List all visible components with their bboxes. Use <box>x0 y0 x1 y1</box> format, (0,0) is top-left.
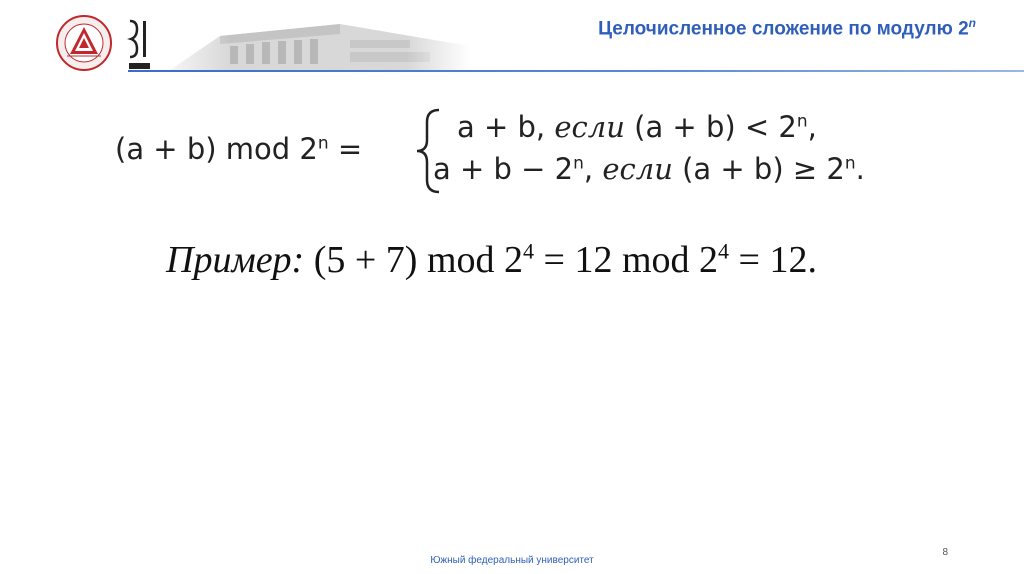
case2-exponent-2: n <box>844 153 856 174</box>
formula-case-2 <box>433 152 865 186</box>
slide-title <box>598 16 976 40</box>
formula-equals: = <box>328 132 363 166</box>
slide-header <box>0 0 1024 80</box>
header-divider <box>128 70 1024 73</box>
case1-exponent: n <box>796 111 808 132</box>
case2-exponent-1: n <box>573 153 584 174</box>
case2-end: . <box>855 152 865 186</box>
case1-condition-word: если <box>554 110 625 144</box>
case1-condition: (a + b) < 2 <box>624 110 797 144</box>
case2-condition: (a + b) ≥ 2 <box>672 152 845 186</box>
formula-lhs <box>115 132 362 166</box>
case2-condition-word: если <box>602 152 673 186</box>
example-label: Пример: <box>166 239 305 281</box>
formula-lhs-exponent: n <box>317 133 329 154</box>
university-seal-logo <box>47 14 121 72</box>
case2-comma: , <box>583 152 603 186</box>
formula-lhs-text: (a + b) mod 2 <box>115 132 318 166</box>
slide-title-text: Целочисленное сложение по модулю 2 <box>598 18 969 40</box>
footer-university: Южный федеральный университет <box>430 555 594 566</box>
page-number: 8 <box>942 547 948 558</box>
case1-expr: a + b, <box>457 110 555 144</box>
example-exponent-2: 4 <box>718 238 730 264</box>
example-part-2: = 12 mod 2 <box>534 239 719 281</box>
formula-case-1 <box>457 110 817 144</box>
university-building-image <box>150 10 470 72</box>
modular-addition-formula <box>115 96 915 206</box>
slide-title-exponent: n <box>968 16 976 30</box>
case1-end: , <box>807 110 817 144</box>
example-part-3: = 12. <box>729 239 817 281</box>
case2-expr: a + b − 2 <box>433 152 574 186</box>
example-exponent-1: 4 <box>523 238 535 264</box>
example-line <box>166 238 817 282</box>
example-part-1: (5 + 7) mod 2 <box>304 239 524 281</box>
